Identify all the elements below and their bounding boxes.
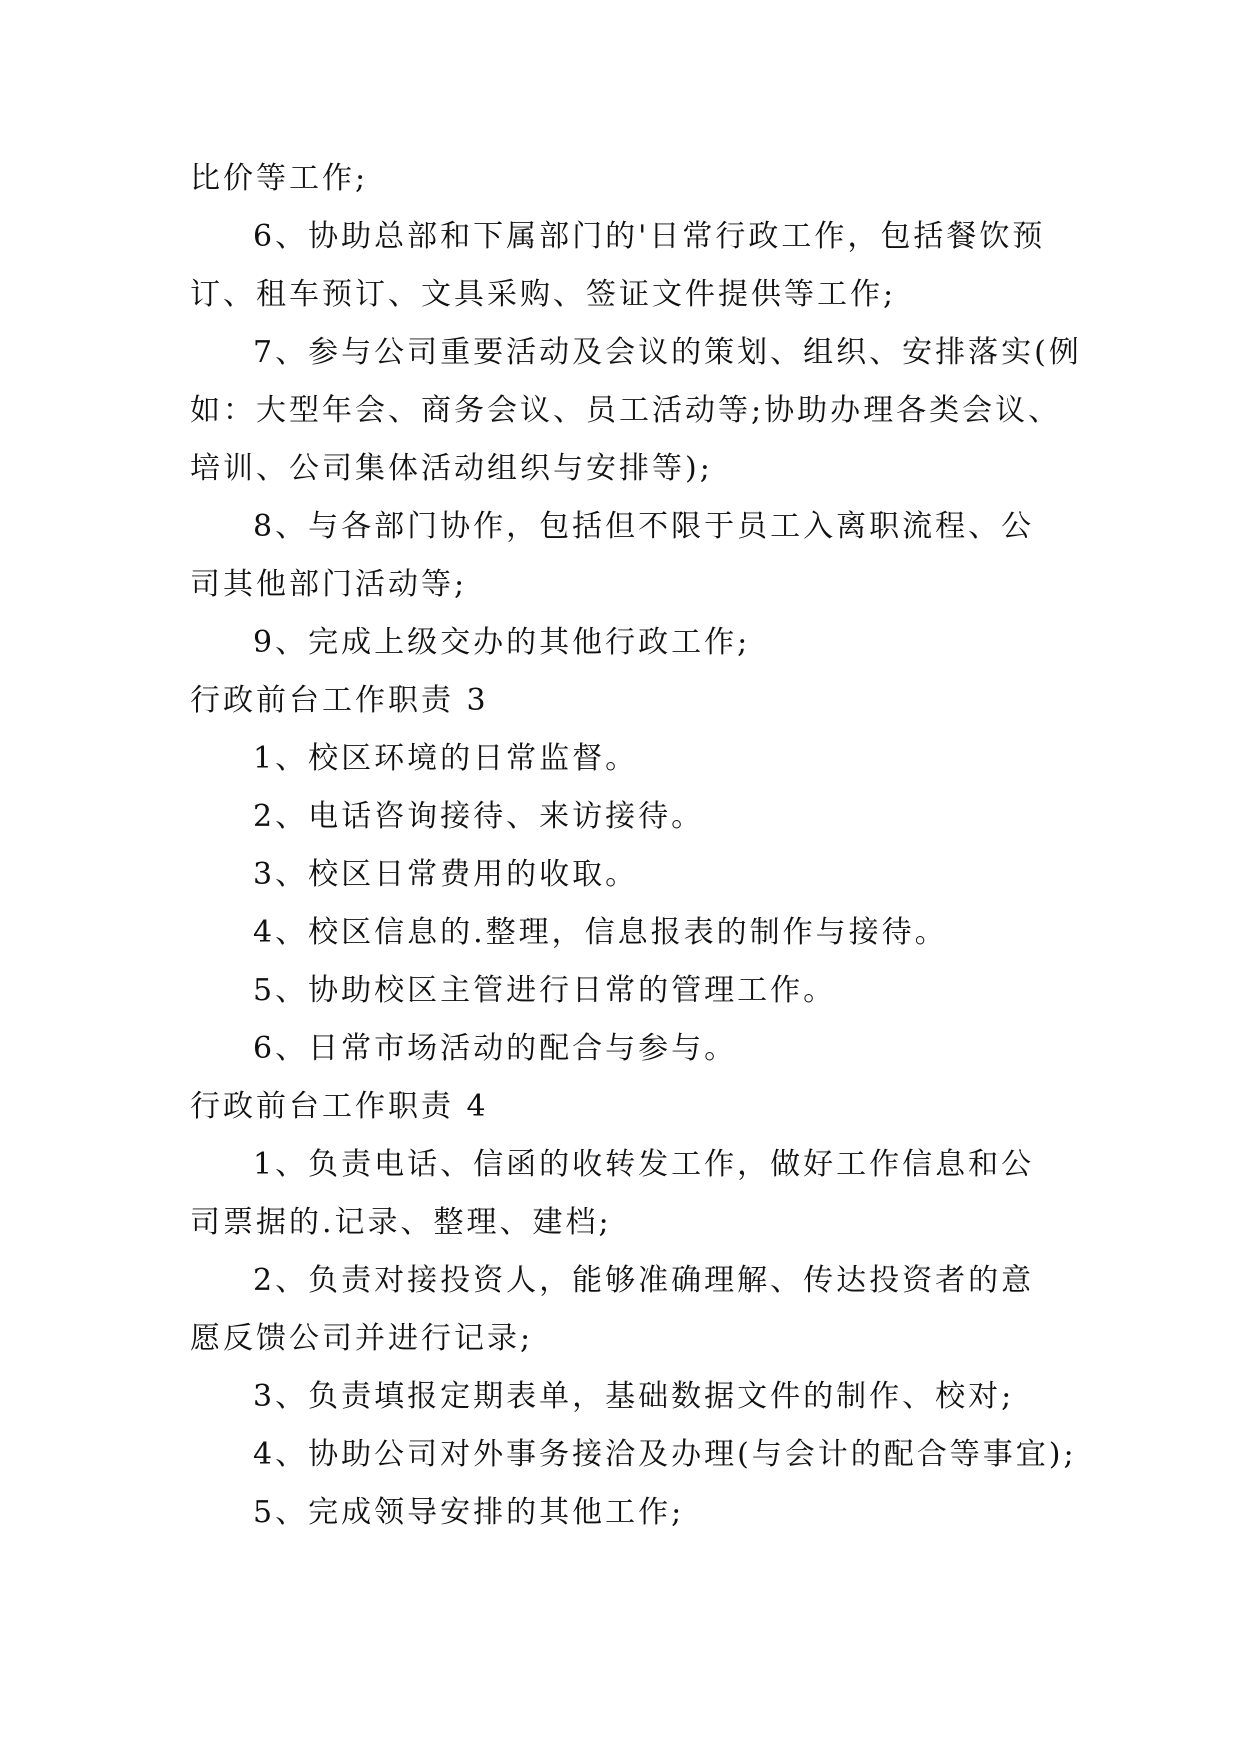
list-item: 4、协助公司对外事务接洽及办理(与会计的配合等事宜); bbox=[253, 1437, 1077, 1472]
list-item: 1、负责电话、信函的收转发工作，做好工作信息和公 bbox=[253, 1147, 1035, 1182]
paragraph-line: 8、与各部门协作，包括但不限于员工入离职流程、公 bbox=[253, 509, 1035, 544]
paragraph-line: 如：大型年会、商务会议、员工活动等;协助办理各类会议、 bbox=[190, 393, 1062, 428]
paragraph-line: 6、协助总部和下属部门的'日常行政工作，包括餐饮预 bbox=[253, 219, 1046, 254]
list-item: 5、完成领导安排的其他工作; bbox=[253, 1495, 685, 1530]
document-page bbox=[190, 150, 1082, 1542]
paragraph-line: 培训、公司集体活动组织与安排等); bbox=[190, 451, 713, 486]
paragraph-line: 愿反馈公司并进行记录; bbox=[190, 1321, 534, 1356]
paragraph-line: 比价等工作; bbox=[190, 161, 369, 196]
paragraph-line: 订、租车预订、文具采购、签证文件提供等工作; bbox=[190, 277, 897, 312]
paragraph-line: 9、完成上级交办的其他行政工作; bbox=[253, 625, 751, 660]
section-heading: 行政前台工作职责 4 bbox=[190, 1089, 489, 1124]
list-item: 4、校区信息的.整理，信息报表的制作与接待。 bbox=[253, 915, 948, 950]
list-item: 3、负责填报定期表单，基础数据文件的制作、校对; bbox=[253, 1379, 1015, 1414]
section-heading: 行政前台工作职责 3 bbox=[190, 683, 489, 718]
list-item: 6、日常市场活动的配合与参与。 bbox=[253, 1031, 738, 1066]
list-item: 5、协助校区主管进行日常的管理工作。 bbox=[253, 973, 837, 1008]
list-item: 2、电话咨询接待、来访接待。 bbox=[253, 799, 705, 834]
list-item: 1、校区环境的日常监督。 bbox=[253, 741, 639, 776]
paragraph-line: 司票据的.记录、整理、建档; bbox=[190, 1205, 612, 1240]
list-item: 2、负责对接投资人，能够准确理解、传达投资者的意 bbox=[253, 1263, 1035, 1298]
paragraph-line: 7、参与公司重要活动及会议的策划、组织、安排落实(例 bbox=[253, 335, 1082, 370]
paragraph-line: 司其他部门活动等; bbox=[190, 567, 468, 602]
list-item: 3、校区日常费用的收取。 bbox=[253, 857, 639, 892]
